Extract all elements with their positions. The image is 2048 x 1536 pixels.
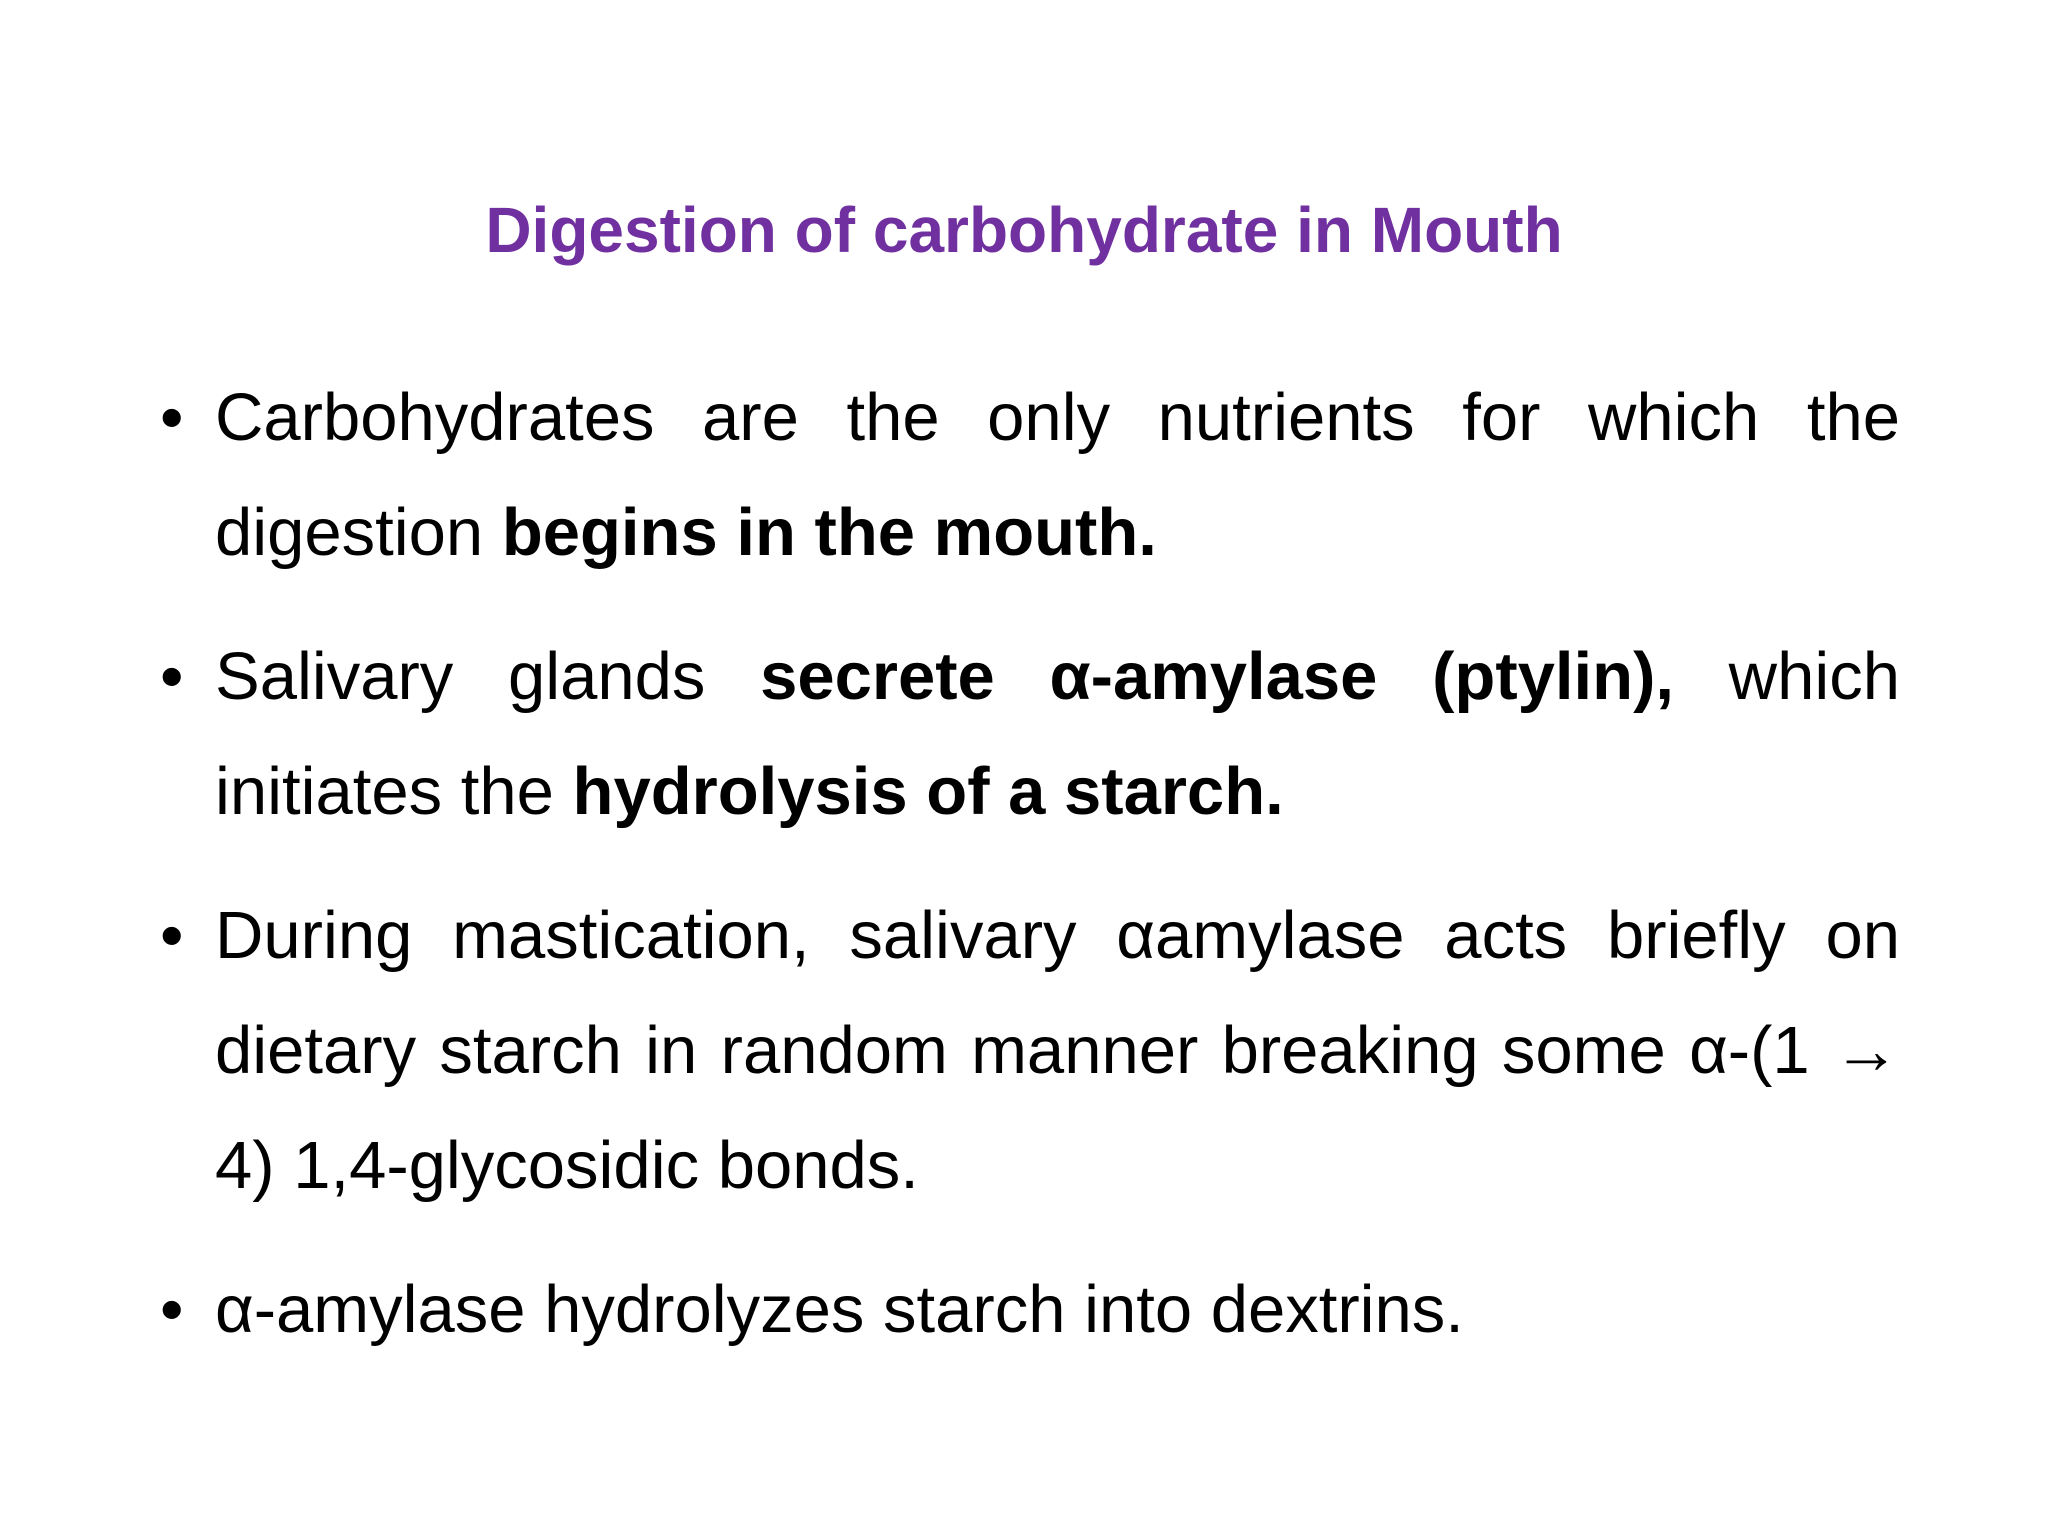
bullet-segment-bold: begins in the mouth.	[501, 495, 1157, 570]
bullet-dot-icon: •	[160, 639, 184, 714]
bullet-segment-bold: secrete α-amylase (ptylin),	[760, 639, 1675, 714]
bullet-list	[160, 360, 1900, 1396]
bullet-segment: Carbohydrates are the only nutrients for which the digestion	[215, 380, 1900, 570]
bullet-dot-icon: •	[160, 898, 184, 973]
bullet-segment: which initiates the	[215, 639, 1900, 829]
bullet-segment: During mastication, salivary αamylase acts briefly on dietary starch in random manner breaking some α-(1 → 4) 1,4-glycosidic bonds.	[215, 898, 1900, 1203]
bullet-item	[160, 619, 1900, 849]
bullet-item	[160, 360, 1900, 590]
bullet-text	[215, 898, 1900, 1203]
bullet-item	[160, 878, 1900, 1223]
bullet-segment-bold: hydrolysis of a starch.	[572, 754, 1284, 829]
slide-title: Digestion of carbohydrate in Mouth	[485, 194, 1563, 266]
bullet-text	[215, 1272, 1464, 1347]
bullet-segment: Salivary glands	[215, 639, 761, 714]
bullet-dot-icon: •	[160, 1272, 184, 1347]
bullet-text	[215, 639, 1900, 829]
bullet-segment: α-amylase hydrolyzes starch into dextrins.	[215, 1272, 1464, 1347]
bullet-dot-icon: •	[160, 380, 184, 455]
bullet-item	[160, 1252, 1900, 1367]
bullet-text	[215, 380, 1900, 570]
